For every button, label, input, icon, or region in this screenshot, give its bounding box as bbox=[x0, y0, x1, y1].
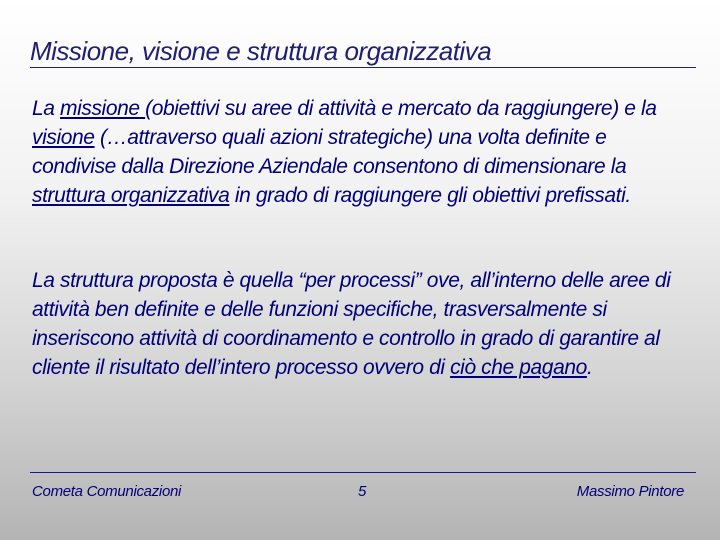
underlined-term-cio-che-pagano: ciò che pagano bbox=[450, 356, 587, 379]
title-divider bbox=[30, 67, 696, 68]
text-segment: La struttura proposta è quella “per processi” ove, all’interno delle aree di attività ben definite e delle funzioni specifiche, trasversalmente si inseriscono attività di coordinamento e controllo in grado di garantire al cliente il risultato dell’intero processo ovvero di bbox=[32, 269, 671, 379]
underlined-term-missione: missione bbox=[60, 97, 146, 120]
underlined-term-struttura-organizzativa: struttura organizzativa bbox=[32, 184, 230, 207]
text-segment: (obiettivi su aree di attività e mercato da raggiungere) e la bbox=[145, 97, 657, 120]
text-segment: La bbox=[32, 97, 60, 120]
paragraph-mission-vision bbox=[32, 94, 682, 210]
footer-company: Cometa Comunicazioni bbox=[32, 483, 182, 500]
footer-page-number: 5 bbox=[358, 483, 367, 500]
text-segment: (…attraverso quali azioni strategiche) una volta definite e condivise dalla Direzione Aziendale consentono di dimensionare la bbox=[32, 126, 627, 178]
footer-divider bbox=[30, 472, 696, 473]
underlined-term-visione: visione bbox=[32, 126, 95, 149]
footer-author: Massimo Pintore bbox=[576, 483, 684, 500]
text-segment: . bbox=[586, 356, 593, 379]
paragraph-process-structure bbox=[32, 266, 682, 382]
text-segment: in grado di raggiungere gli obiettivi prefissati. bbox=[229, 184, 631, 207]
slide-title: Missione, visione e struttura organizzativa bbox=[30, 36, 492, 66]
